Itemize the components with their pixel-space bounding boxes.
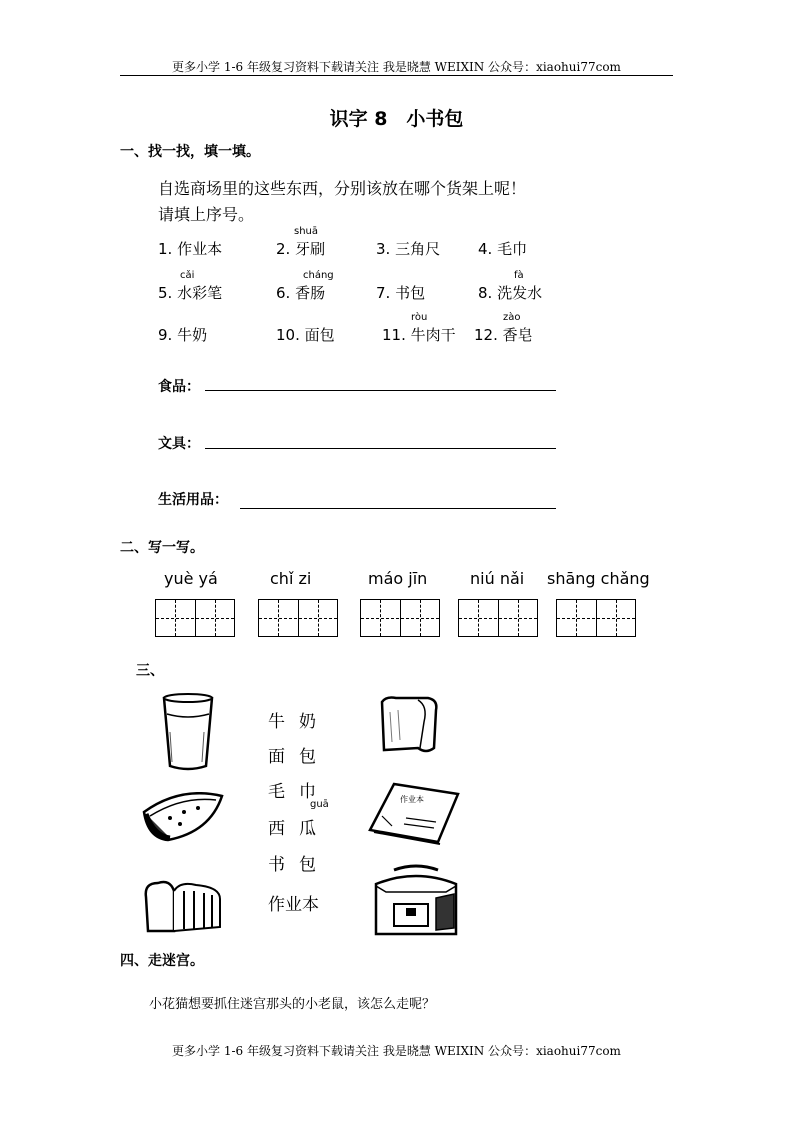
category-label-daily: 生活用品： bbox=[158, 492, 228, 508]
item-pinyin: ròu bbox=[411, 312, 428, 323]
gua-pinyin: guā bbox=[310, 799, 329, 810]
notebook-cover-label: 作业本 bbox=[400, 795, 424, 804]
match-word: 牛奶 bbox=[268, 712, 330, 732]
section4-heading: 四、走迷宫。 bbox=[120, 953, 204, 969]
match-word: 书包 bbox=[268, 855, 330, 875]
item-pinyin: cháng bbox=[303, 270, 334, 281]
list-item: 2. 牙刷 bbox=[276, 240, 326, 258]
pinyin-word: niú nǎi bbox=[470, 569, 525, 588]
list-item: 3. 三角尺 bbox=[376, 240, 441, 258]
page-header: 更多小学 1-6 年级复习资料下载请关注 我是晓慧 WEIXIN 公众号：xiaohui77com bbox=[172, 60, 621, 74]
food-answer-line[interactable] bbox=[205, 390, 556, 391]
item-pinyin: zào bbox=[503, 312, 521, 323]
pinyin-word: shāng chǎng bbox=[547, 569, 650, 588]
list-item: 7. 书包 bbox=[376, 284, 426, 302]
list-item: 5. 水彩笔 bbox=[158, 284, 223, 302]
bread-loaf-image[interactable] bbox=[140, 877, 226, 935]
list-item: 9. 牛奶 bbox=[158, 326, 208, 344]
list-item: 4. 毛巾 bbox=[478, 240, 528, 258]
section1-heading: 一、找一找，填一填。 bbox=[120, 144, 260, 160]
writing-grid[interactable] bbox=[360, 599, 440, 637]
list-item: 12. 香皂 bbox=[474, 326, 533, 344]
writing-grid[interactable] bbox=[155, 599, 235, 637]
match-word: 毛巾 bbox=[268, 782, 330, 802]
daily-answer-line[interactable] bbox=[240, 508, 556, 509]
list-item: 11. 牛肉干 bbox=[382, 326, 456, 344]
match-word: 作业本 bbox=[268, 895, 319, 915]
category-label-food: 食品： bbox=[158, 379, 200, 395]
item-pinyin: shuā bbox=[294, 226, 319, 237]
watermelon-slice-image[interactable] bbox=[140, 792, 226, 844]
section1-instruction-line1: 自选商场里的这些东西，分别该放在哪个货架上呢！ bbox=[158, 179, 527, 198]
writing-grid[interactable] bbox=[556, 599, 636, 637]
header-divider bbox=[120, 75, 673, 76]
item-pinyin: fà bbox=[514, 270, 524, 281]
match-word: 西瓜 bbox=[268, 819, 330, 839]
section2-heading: 二、写一写。 bbox=[120, 540, 204, 556]
glass-of-milk-image[interactable] bbox=[160, 692, 216, 772]
towel-image[interactable] bbox=[376, 692, 442, 758]
match-word: 面包 bbox=[268, 747, 330, 767]
page-title: 识字 8 小书包 bbox=[329, 108, 464, 130]
notebook-image[interactable] bbox=[366, 782, 462, 846]
section4-text: 小花猫想要抓住迷宫那头的小老鼠，该怎么走呢？ bbox=[149, 997, 436, 1012]
page-footer: 更多小学 1-6 年级复习资料下载请关注 我是晓慧 WEIXIN 公众号：xiaohui77com bbox=[172, 1044, 621, 1058]
stationery-answer-line[interactable] bbox=[205, 448, 556, 449]
pinyin-word: máo jīn bbox=[368, 569, 428, 588]
section1-instruction-line2: 请填上序号。 bbox=[158, 205, 255, 224]
list-item: 1. 作业本 bbox=[158, 240, 223, 258]
list-item: 6. 香肠 bbox=[276, 284, 326, 302]
section3-heading: 三、 bbox=[136, 663, 164, 679]
list-item: 10. 面包 bbox=[276, 326, 335, 344]
pinyin-word: chǐ zi bbox=[270, 569, 312, 588]
category-label-stationery: 文具： bbox=[158, 436, 200, 452]
schoolbag-image[interactable] bbox=[370, 864, 462, 940]
writing-grid[interactable] bbox=[458, 599, 538, 637]
item-pinyin: cǎi bbox=[180, 270, 195, 281]
list-item: 8. 洗发水 bbox=[478, 284, 543, 302]
pinyin-word: yuè yá bbox=[164, 569, 218, 588]
writing-grid[interactable] bbox=[258, 599, 338, 637]
